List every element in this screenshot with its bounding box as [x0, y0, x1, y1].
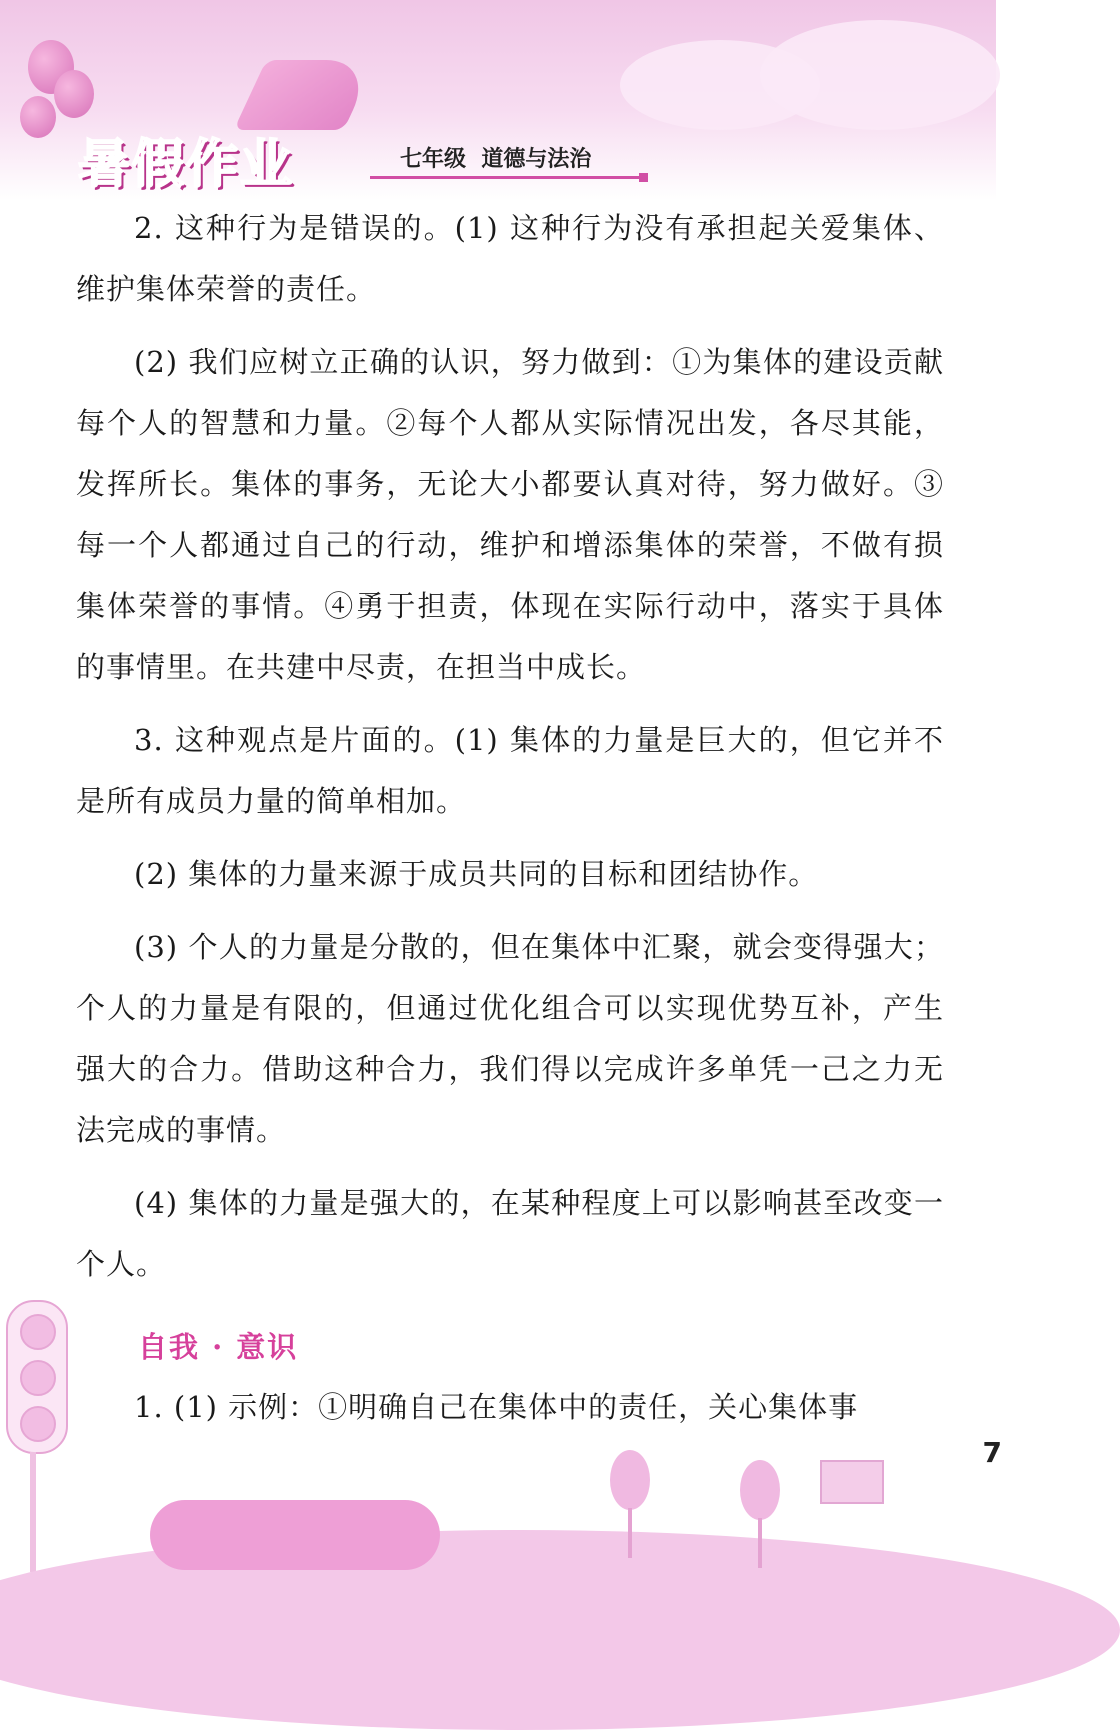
- paragraph: (2) 我们应树立正确的认识，努力做到：①为集体的建设贡献每个人的智慧和力量。②每个人都从实际情况出发，各尽其能，发挥所长。集体的事务，无论大小都要认真对待，努力做好。③每一个人都通过自己的行动，维护和增添集体的荣誉，不做有损集体荣誉的事情。④勇于担责，体现在实际行动中，落实于具体的事情里。在共建中尽责，在担当中成长。: [76, 345, 944, 684]
- cloud-decoration: [760, 20, 1000, 130]
- footer-illustration: [0, 1420, 996, 1600]
- header-underline: [370, 176, 640, 179]
- paragraph: 3. 这种观点是片面的。(1) 集体的力量是巨大的，但它并不是所有成员力量的简单相加。: [76, 723, 944, 818]
- page-header: [0, 0, 996, 200]
- traffic-lamp: [20, 1314, 56, 1350]
- tree-trunk: [758, 1518, 762, 1568]
- paragraph: (3) 个人的力量是分散的，但在集体中汇聚，就会变得强大；个人的力量是有限的，但通过优化组合可以实现优势互补，产生强大的合力。借助这种合力，我们得以完成许多单凭一己之力无法完成的事情。: [76, 930, 944, 1147]
- workbook-logo: 暑假作业: [78, 135, 295, 195]
- balloon-decoration: [54, 70, 94, 118]
- tree-icon: [740, 1460, 780, 1520]
- paragraph: (4) 集体的力量是强大的，在某种程度上可以影响甚至改变一个人。: [76, 1186, 944, 1281]
- paragraph: 2. 这种行为是错误的。(1) 这种行为没有承担起关爱集体、维护集体荣誉的责任。: [76, 211, 944, 306]
- page-number: 7: [982, 1436, 1002, 1469]
- section-heading: 自我 · 意识: [138, 1330, 299, 1364]
- answer-content: [76, 198, 944, 1450]
- tree-icon: [610, 1450, 650, 1510]
- traffic-lamp: [20, 1360, 56, 1396]
- house-icon: [820, 1460, 884, 1504]
- paragraph: 1. (1) 示例：①明确自己在集体中的责任，关心集体事: [134, 1390, 859, 1424]
- shooting-star-decoration: [234, 60, 377, 130]
- balloon-decoration: [20, 96, 56, 138]
- paragraph: (2) 集体的力量来源于成员共同的目标和团结协作。: [134, 857, 819, 891]
- tree-trunk: [628, 1508, 632, 1558]
- grade-subject-label: 七年级 道德与法治: [400, 147, 592, 172]
- pencil-car-icon: [150, 1500, 440, 1570]
